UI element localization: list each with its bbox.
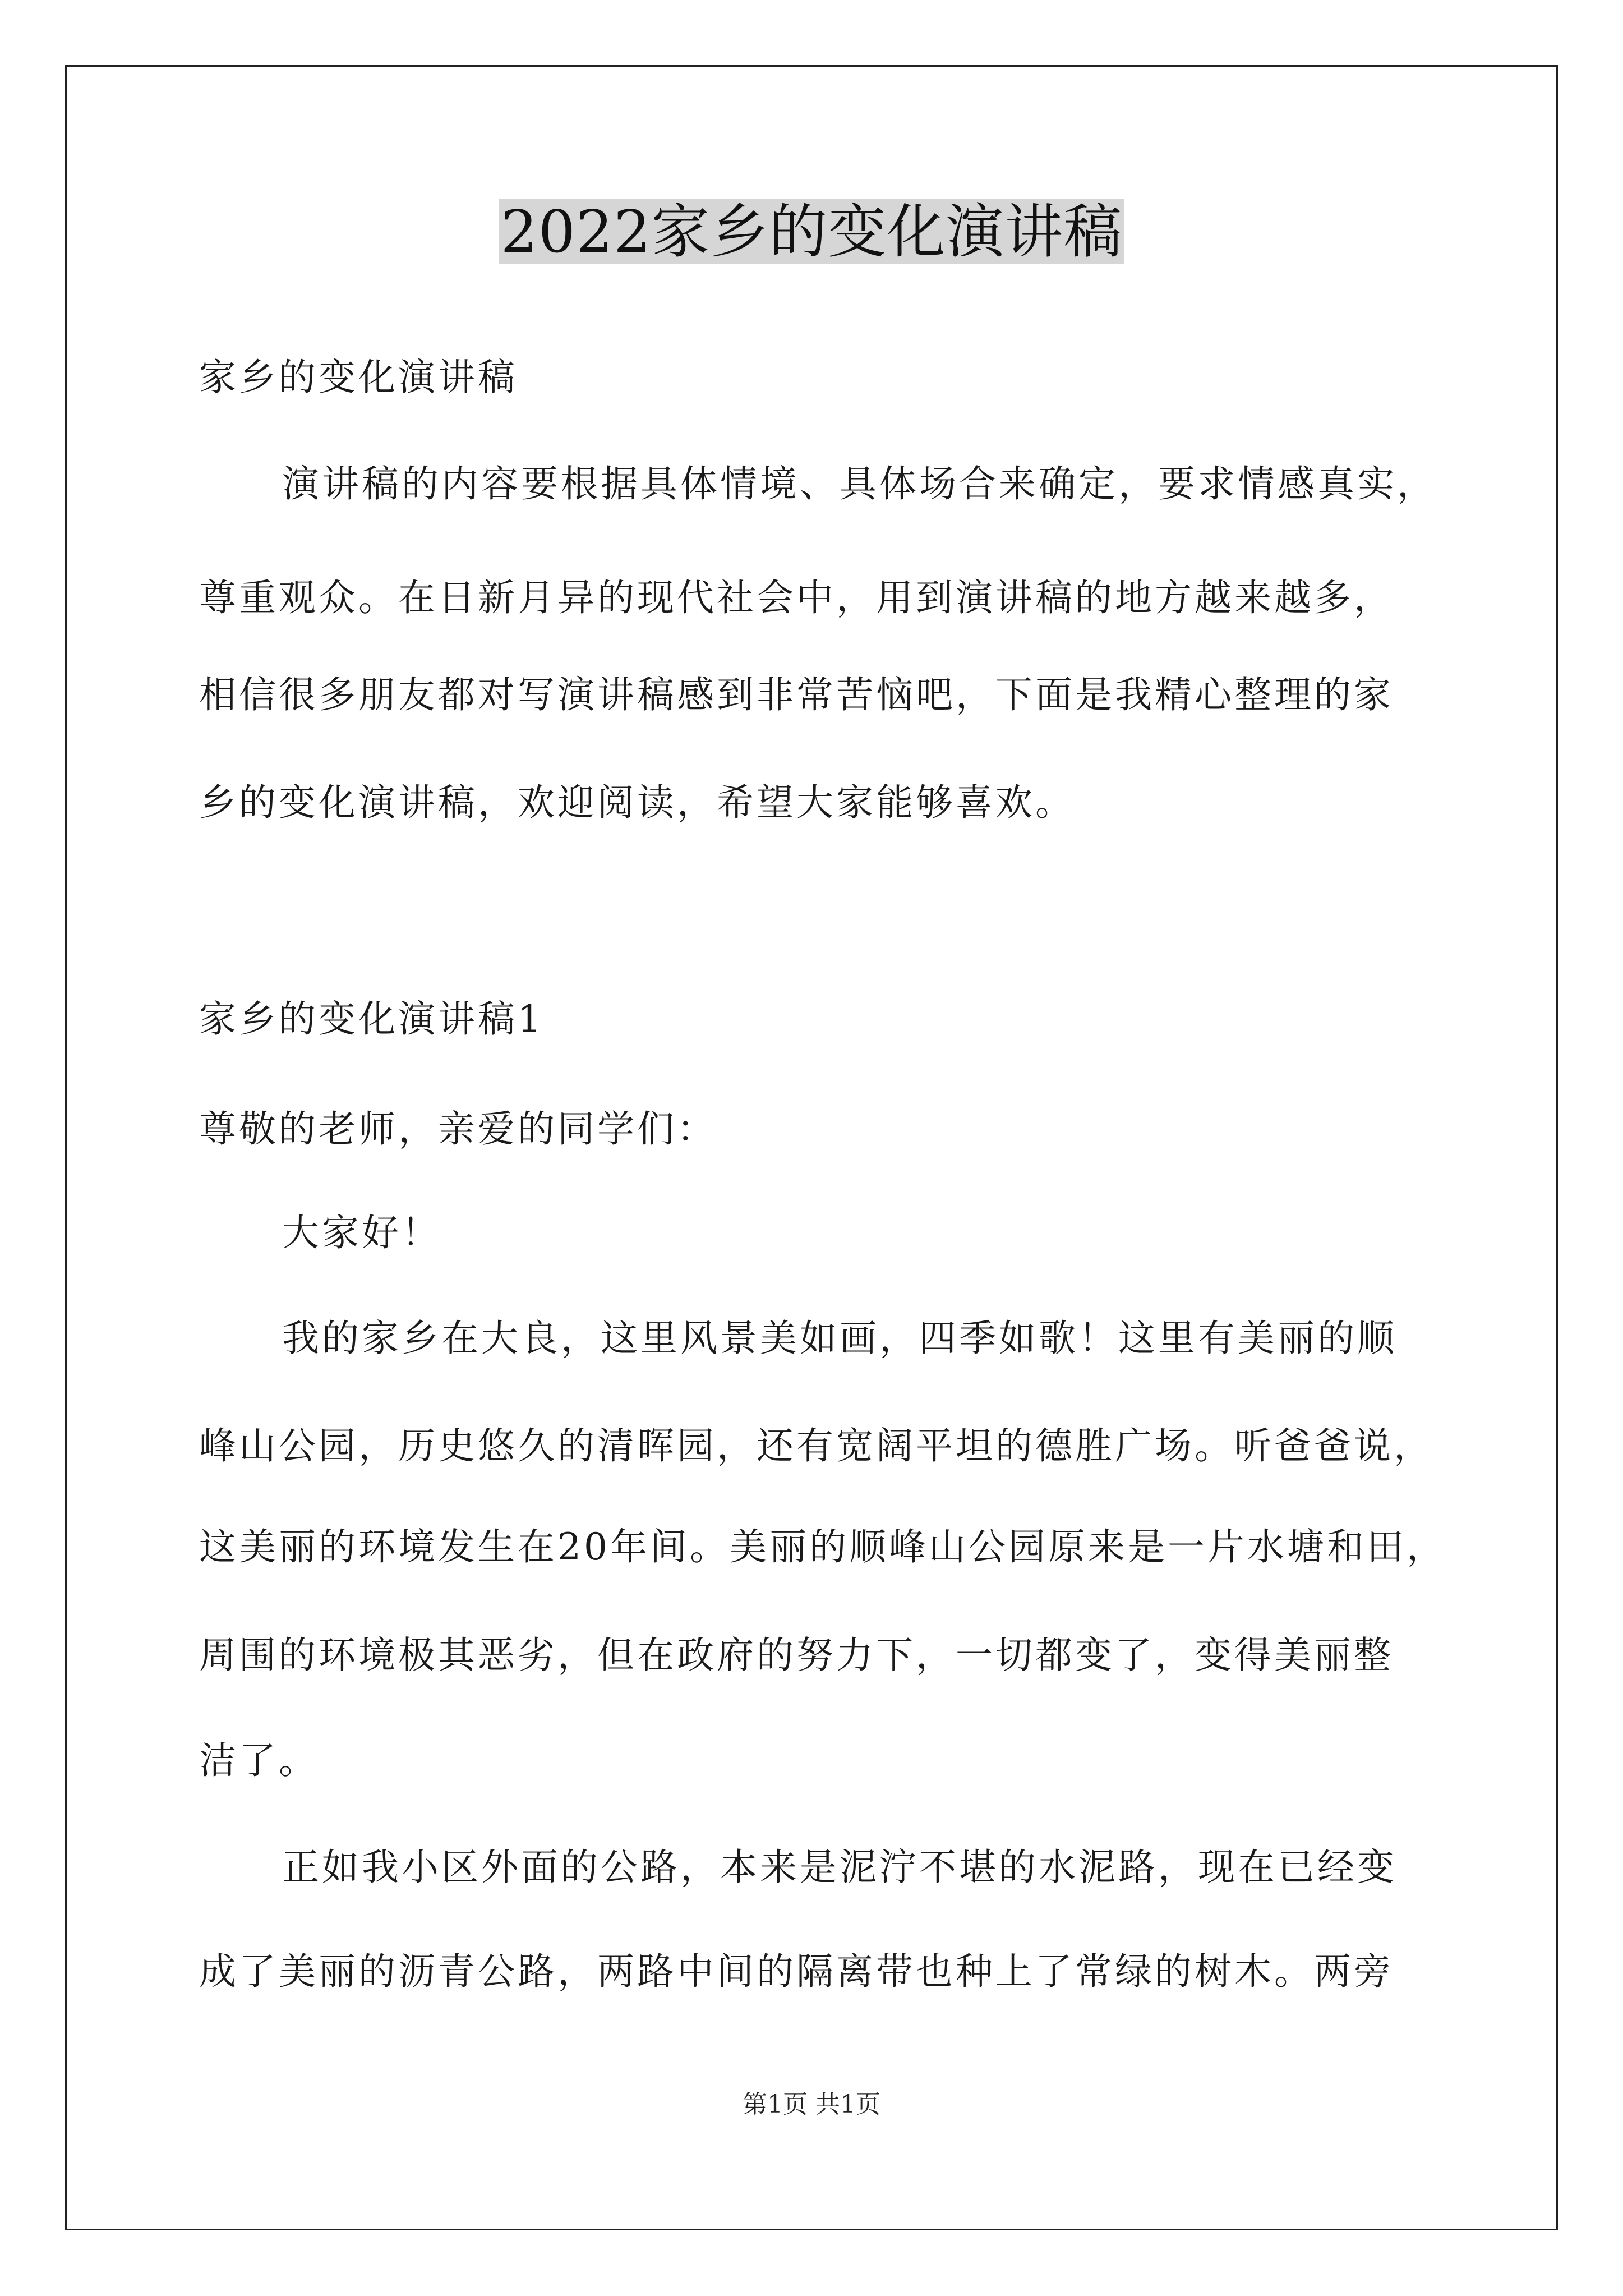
page-footer: 第1页 共1页 (743, 2090, 880, 2119)
text-line: 洁了。 (199, 1739, 319, 1782)
text-line: 成了美丽的沥青公路，两路中间的隔离带也种上了常绿的树木。两旁 (199, 1950, 1394, 1993)
text-line-subtitle: 家乡的变化演讲稿 (199, 356, 518, 399)
text-line: 乡的变化演讲稿，欢迎阅读，希望大家能够喜欢。 (199, 781, 1075, 824)
section-heading: 家乡的变化演讲稿1 (199, 997, 544, 1041)
greeting: 大家好！ (282, 1211, 441, 1254)
text-line: 演讲稿的内容要根据具体情境、具体场合来确定，要求情感真实， (282, 462, 1437, 505)
document-title (0, 199, 1623, 264)
salutation: 尊敬的老师，亲爱的同学们： (199, 1107, 717, 1151)
text-line: 尊重观众。在日新月异的现代社会中，用到演讲稿的地方越来越多， (199, 576, 1394, 619)
text-line: 相信很多朋友都对写演讲稿感到非常苦恼吧，下面是我精心整理的家 (199, 673, 1394, 716)
text-line: 周围的环境极其恶劣，但在政府的努力下，一切都变了，变得美丽整 (199, 1634, 1394, 1677)
text-line: 这美丽的环境发生在20年间。美丽的顺峰山公园原来是一片水塘和田， (199, 1525, 1446, 1568)
text-line: 正如我小区外面的公路，本来是泥泞不堪的水泥路，现在已经变 (282, 1846, 1397, 1889)
document-title-text: 2022家乡的变化演讲稿 (499, 199, 1125, 264)
text-line: 我的家乡在大良，这里风景美如画，四季如歌！这里有美丽的顺 (282, 1317, 1397, 1360)
text-line: 峰山公园，历史悠久的清晖园，还有宽阔平坦的德胜广场。听爸爸说， (199, 1424, 1433, 1467)
